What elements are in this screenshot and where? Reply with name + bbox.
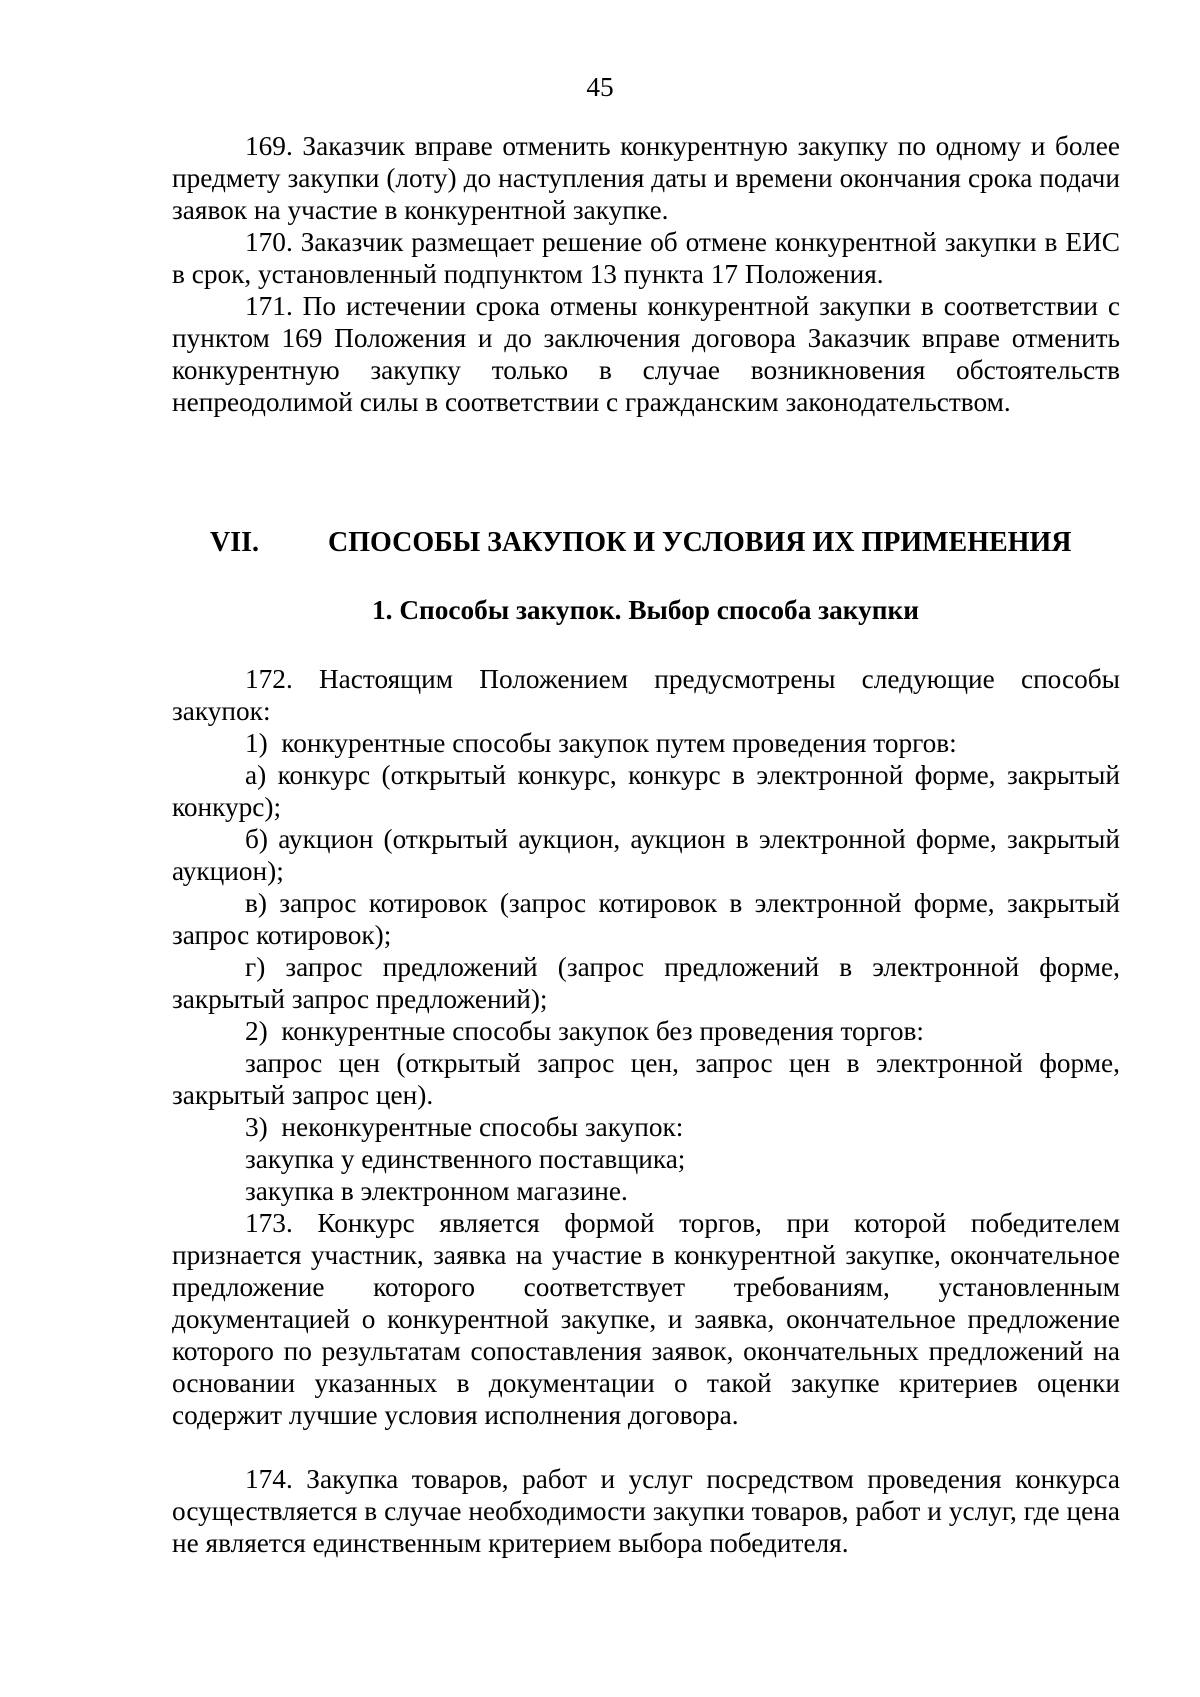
list-item-1b: б) аукцион (открытый аукцион, аукцион в электронной форме, закрытый аукцион); [172, 824, 1120, 886]
paragraph-173: 173. Конкурс является формой торгов, при которой победителем признается участник, заявка на участие в конкурентной закупке, окончательное предложение которого соответствует требованиям, установленным документацией о конкурентной закупке, и заявка, окончательное предложение которого по результатам сопоставления заявок, окончательных предложений на основании указанных в документации о такой закупке критериев оценки содержит лучшие условия исполнения договора. [172, 1208, 1120, 1430]
paragraph-170: 170. Заказчик размещает решение об отмене конкурентной закупки в ЕИС в срок, установленный подпунктом 13 пункта 17 Положения. [172, 227, 1120, 289]
list-item-3: 3) неконкурентные способы закупок: [245, 1112, 684, 1142]
section-title: СПОСОБЫ ЗАКУПОК И УСЛОВИЯ ИХ ПРИМЕНЕНИЯ [328, 527, 1072, 558]
list-item-2a: запрос цен (открытый запрос цен, запрос цен в электронной форме, закрытый запрос цен). [172, 1048, 1120, 1110]
paragraph-171: 171. По истечении срока отмены конкурентной закупки в соответствии с пунктом 169 Положения и до заключения договора Заказчик вправе отменить конкурентную закупку только в случае возникновения обстоятельств непреодолимой силы в соответствии с гражданским законодательством. [172, 291, 1120, 417]
page-number: 45 [586, 72, 614, 102]
list-item-2: 2) конкурентные способы закупок без проведения торгов: [245, 1016, 924, 1046]
list-item-3a: закупка у единственного поставщика; [245, 1144, 686, 1174]
list-item-1v: в) запрос котировок (запрос котировок в электронной форме, закрытый запрос котировок); [172, 888, 1120, 950]
list-item-1: 1) конкурентные способы закупок путем проведения торгов: [245, 728, 957, 758]
list-item-3b: закупка в электронном магазине. [245, 1176, 628, 1206]
list-item-1a: а) конкурс (открытый конкурс, конкурс в электронной форме, закрытый конкурс); [172, 760, 1120, 822]
list-item-1g: г) запрос предложений (запрос предложений в электронной форме, закрытый запрос предложений); [172, 952, 1120, 1014]
paragraph-174: 174. Закупка товаров, работ и услуг посредством проведения конкурса осуществляется в случае необходимости закупки товаров, работ и услуг, где цена не является единственным критерием выбора победителя. [172, 1464, 1120, 1558]
subsection-title: 1. Способы закупок. Выбор способа закупки [372, 595, 919, 625]
paragraph-169: 169. Заказчик вправе отменить конкурентную закупку по одному и более предмету закупки (лоту) до наступления даты и времени окончания срока подачи заявок на участие в конкурентной закупке. [172, 131, 1120, 225]
section-number: VII. [210, 527, 260, 558]
paragraph-172: 172. Настоящим Положением предусмотрены следующие способы закупок: [172, 664, 1120, 726]
